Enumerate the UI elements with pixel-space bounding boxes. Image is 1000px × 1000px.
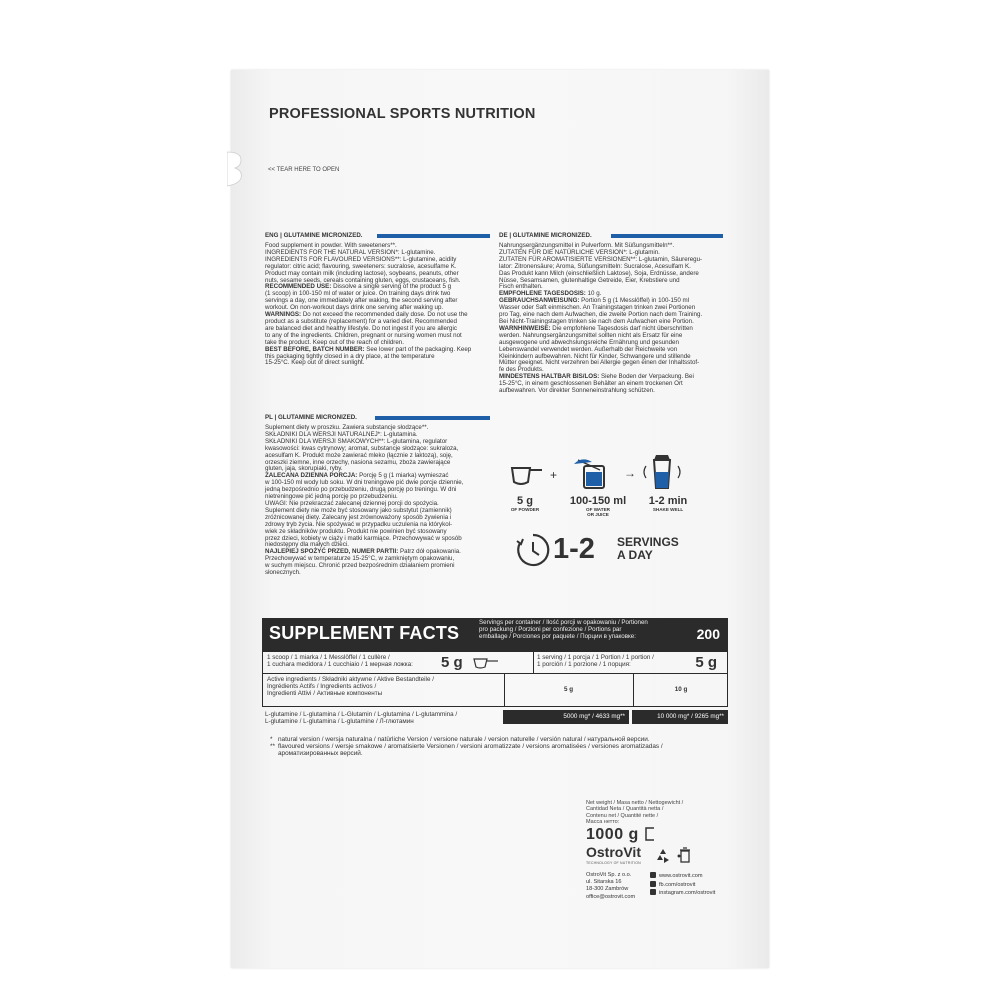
de-section <box>499 233 723 395</box>
net-line: Contenu net / Quantité nette / <box>586 812 659 819</box>
pl-line: gluten, jaja, skorupiaki, ryby. <box>265 465 343 473</box>
arrow-icon: → <box>624 466 636 480</box>
de-line: Wasser oder Saft einmischen. An Trainingstagen trinken zwei Portionen <box>499 304 696 312</box>
shake-caption: SHAKE WELL <box>652 507 684 512</box>
section-heading: MINDESTENS HALTBAR BIS/LOS: <box>499 373 600 381</box>
de-line: WARNHINWEISE: Die empfohlene Tagesdosis darf nicht überschritten <box>499 324 693 332</box>
de-line: Nahrungsergänzungsmittel in Pulverform. Mit Süßungsmitteln**. <box>499 242 675 249</box>
de-line: ausgewogene und abwechslungsreiche Ernährung und gesunden <box>499 338 679 346</box>
eng-line: Product may contain milk (including lactose), soybeans, peanuts, other <box>265 269 459 277</box>
section-heading: ZALECANA DZIENNA PORCJA: <box>265 472 358 480</box>
eng-section <box>265 233 490 367</box>
section-heading: WARNINGS: <box>265 311 302 319</box>
net-line: Cantidad Neta / Quantità netta / <box>586 806 664 813</box>
scoop-line: 1 scoop / 1 miarka / 1 Messlöffel / 1 cullère / <box>267 654 390 661</box>
pl-line: przez dzieci, kobiety w ciąży i matki karmiące. Przechowywać w sposób <box>265 534 462 542</box>
eng-line: to any of the ingredients. Children, pregnant or nursing women must not <box>265 331 462 339</box>
recycle-icon <box>655 848 671 864</box>
de-line: Mütter geeignet. Nicht verzehren bei Allergie gegen einen der Inhaltsstof- <box>499 359 700 367</box>
eng-line: 15-25°C. Keep out of direct sunlight. <box>265 359 365 367</box>
eng-line: WARNINGS: Do not exceed the recommended daily dose. Do not use the <box>265 311 468 319</box>
footnote-mark: ** <box>270 743 275 751</box>
pl-line: zróżnicowanej diety. Zalecany jest zrównoważony sposób żywienia i <box>265 513 452 521</box>
glass-icon <box>570 456 614 490</box>
usage-icons <box>500 450 720 530</box>
servings-per-container <box>479 619 669 640</box>
footnote-text: ароматизированных версий. <box>278 750 363 758</box>
section-heading: EMPFOHLENE TAGESDOSIS: <box>499 290 586 298</box>
powder-caption: OF POWDER <box>510 507 540 512</box>
de-line: MINDESTENS HALTBAR BIS/LOS: Siehe Boden der Verpackung. Bei <box>499 373 694 381</box>
footnote <box>270 750 663 757</box>
serving-line: 1 serving / 1 porcja / 1 Portion / 1 portion / <box>537 654 654 661</box>
scoop-line: 1 cuchara medidora / 1 cucchiaio / 1 мерная ложка: <box>267 661 413 668</box>
eng-line: INGREDIENTS FOR FLAVOURED VERSIONS**: L-glutamine, acidity <box>265 255 457 263</box>
pl-line: UWAGI: Nie przekraczać zalecanej dziennej porcji do spożycia. <box>265 499 439 507</box>
de-line: Lebenswandel verwendet werden. Außerhalb der Reichweite von <box>499 345 678 353</box>
shake-time: 1-2 min <box>648 495 688 507</box>
powder-amount: 5 g <box>517 495 533 507</box>
de-line: Das Produkt kann Milch (einschließlich Laktose), Soja, Erdnüsse, andere <box>499 269 699 277</box>
instagram-text: instagram.com/ostrovit <box>659 890 716 897</box>
water-amount: 100-150 ml <box>569 495 627 507</box>
de-line: ZUTATEN FÜR AROMATISIERTE VERSIONEN**: L-glutamin, Säureregu- <box>499 255 703 263</box>
pl-line: niedostępny dla małych dzieci. <box>265 541 349 549</box>
tear-notch-icon <box>227 150 249 190</box>
de-line: aufbewahren. Vor direkter Sonneneinstrahlung schützen. <box>499 387 655 395</box>
active-row <box>262 674 728 707</box>
pl-line: SKŁADNIKI DLA WERSJI SMAKOWYCH**: L-glutamina, regulator <box>265 437 448 445</box>
eng-line: INGREDIENTS FOR THE NATURAL VERSION*: L-glutamine. <box>265 248 436 256</box>
company-name: OstroVit Sp. z o.o. <box>586 872 632 878</box>
active-label <box>267 676 434 697</box>
de-line: EMPFOHLENE TAGESDOSIS: 10 g. <box>499 290 602 298</box>
facebook-link <box>650 881 715 890</box>
company-street: ul. Sitarska 16 <box>586 879 622 886</box>
pl-line: nietreningowe pić jedną porcję po przebudzeniu. <box>265 493 398 501</box>
active-line: Ingredienti Attivi / Активные компоненты <box>267 690 383 697</box>
brand-tagline: PROFESSIONAL SPORTS NUTRITION <box>269 106 536 122</box>
instagram-link <box>650 889 715 898</box>
eng-line: product as a substitute (replacement) for a varied diet. Recommended <box>265 317 457 325</box>
scoop-label <box>267 654 413 668</box>
pl-line: słonecznych. <box>265 569 301 577</box>
servings-line2: A DAY <box>617 548 653 562</box>
net-weight: 1000 g <box>586 826 639 843</box>
accent-bar <box>611 234 723 238</box>
de-line: pro Tag, eine nach dem Aufwachen, die zweite Portion nach dem Training. <box>499 311 703 319</box>
servings-a-day <box>515 530 715 574</box>
section-heading: WARNHINWEISE: <box>499 324 551 332</box>
section-heading: NAJLEPIEJ SPOŻYĆ PRZED, NUMER PARTII: <box>265 548 399 556</box>
footnote-text: flavoured versions / wersje smakowe / aromatisierte Versionen / versioni aromatizzate / versions aromatisées / versiones aromatizadas / <box>278 743 663 751</box>
pl-section <box>265 415 490 577</box>
facts-title: SUPPLEMENT FACTS <box>269 623 460 643</box>
scoop-row <box>262 652 728 674</box>
de-line: Bei Nicht-Trainingstagen trinken sie nach dem Aufwachen eine Portion. <box>499 317 694 325</box>
facebook-text: fb.com/ostrovit <box>659 881 696 888</box>
glutamine-per-day: 10 000 mg* / 9265 mg** <box>632 710 728 724</box>
footnotes <box>270 736 663 758</box>
de-line: 15-25°C, in einem geschlossenen Behälter an einem trockenen Ort <box>499 380 683 388</box>
water-caption: OF WATER <box>586 507 610 512</box>
shaker-icon <box>640 452 684 492</box>
eng-line: workout. On non-workout days drink one serving after waking up. <box>265 304 444 312</box>
de-line: Nüsse, Sesamsamen, glutenhaltige Getreide, Eier, Krebstiere und <box>499 276 680 284</box>
pl-line: wiek ze składników produktu. Produkt nie powinien być stosowany <box>265 527 447 535</box>
eng-line: BEST BEFORE, BATCH NUMBER: See lower part of the packaging. Keep <box>265 345 472 353</box>
pl-line: w suchym miejscu. Chronić przed bezpośrednim działaniem promieni <box>265 562 455 570</box>
glutamine-line: L-glutamine / L-glutamina / L-glutamine / Л-глютамин <box>265 718 414 725</box>
pl-line: orzeszki ziemne, inne orzechy, nasiona sezamu, zboża zawierające <box>265 458 451 466</box>
active-per-day: 10 g <box>674 686 688 693</box>
footnote-mark: * <box>270 736 273 743</box>
de-line: Fisch enthalten. <box>499 283 543 291</box>
servings-number: 1-2 <box>553 533 595 565</box>
scoop-icon <box>473 657 499 669</box>
eng-line: take the product. Keep out of the reach of children. <box>265 338 404 346</box>
social-links <box>650 872 715 898</box>
pl-line: acesulfam K. Produkt może zawierać mleko (łącznie z laktozą), soję, <box>265 451 453 459</box>
serving-value: 5 g <box>695 654 717 671</box>
eng-line: nuts, sesame seeds, cereals containing gluten, eggs, crustaceans, fish. <box>265 276 461 284</box>
eng-line: regulator: citric acid; flavouring, sweeteners: sucralose, acesulfame K. <box>265 262 457 270</box>
brand-logo: OstroVit <box>586 844 641 860</box>
pl-line: Suplement diety w proszku. Zawiera substancje słodzące**. <box>265 424 429 431</box>
glutamine-line: L-glutamine / L-glutamina / L-Glutamin / L-glutamina / L-glutammina / <box>265 711 458 718</box>
accent-bar <box>377 234 490 238</box>
de-line: fe des Produkts. <box>499 366 544 374</box>
instagram-icon <box>650 889 656 895</box>
plus-icon: + <box>550 468 558 482</box>
net-line: Net weight / Masa netto / Nettogewicht / <box>586 800 684 806</box>
eng-line: (1 scoop) in 100-150 ml of water or juice. On training days drink two <box>265 290 451 298</box>
de-line: lator: Zitronensäure; Aroma, Süßungsmitteln: Sucralose, Acesulfam K. <box>499 262 691 270</box>
pl-line: NAJLEPIEJ SPOŻYĆ PRZED, NUMER PARTII: Patrz dół opakowania. <box>265 548 461 556</box>
servings-line1: SERVINGS <box>617 535 679 549</box>
web-link <box>650 872 715 881</box>
eng-line: this packaging tightly closed in a dry place, at the temperature <box>265 352 435 360</box>
clock-icon <box>515 532 551 568</box>
divider <box>533 652 534 674</box>
pl-line: SKŁADNIKI DLA WERSJI NATURALNEJ*: L-glutamina. <box>265 430 418 438</box>
glutamine-label <box>265 711 457 725</box>
scoop-value: 5 g <box>441 654 463 671</box>
glutamine-per-serving: 5000 mg* / 4633 mg** <box>503 710 629 724</box>
company-city: 18-300 Zambrów <box>586 886 629 893</box>
active-per-serving: 5 g <box>563 686 574 693</box>
net-line: Масса нетто: <box>586 818 620 825</box>
eng-line: RECOMMENDED USE: Dissolve a single serving of the product 5 g <box>265 283 452 291</box>
de-line: GEBRAUCHSANWEISUNG: Portion 5 g (1 Messlöffel) in 100-150 ml <box>499 297 690 305</box>
section-heading: GEBRAUCHSANWEISUNG: <box>499 297 580 305</box>
juice-caption: OR JUICE <box>587 512 609 517</box>
pl-line: jedną bezpośrednio po przebudzeniu, drugą porcję po treningu. W dni <box>265 486 457 494</box>
active-line: Ingrédients Actifs / Ingredients activos / <box>267 683 377 690</box>
trash-bin-icon <box>677 846 693 864</box>
footnote <box>270 736 663 743</box>
eng-line: Food supplement in powder. With sweeteners**. <box>265 242 397 249</box>
serving-line: 1 porción / 1 porzione / 1 порция: <box>537 661 631 668</box>
footnote-text: natural version / wersja naturalna / natürliche Version / versione naturale / version naturelle / versión natural / натуральной версии. <box>278 736 650 743</box>
de-line: ZUTATEN FÜR DIE NATÜRLICHE VERSION*: L-glutamin. <box>499 248 660 256</box>
scoop-icon <box>510 462 544 488</box>
net-weight-label <box>586 800 736 825</box>
water-label <box>558 495 638 517</box>
pl-line: ZALECANA DZIENNA PORCJA: Porcję 5 g (1 miarka) wymieszać <box>265 472 449 480</box>
facts-header <box>262 618 728 652</box>
tear-here-label: << TEAR HERE TO OPEN <box>268 167 340 173</box>
servings-line: pro packung / Porzioni per confezione / Portions par <box>479 626 622 633</box>
de-body <box>499 243 723 395</box>
section-heading: RECOMMENDED USE: <box>265 283 332 291</box>
servings-line: Servings per container / Ilość porcji w opakowaniu / Portionen <box>479 619 648 626</box>
logo-tagline: TECHNOLOGY OF NUTRITION <box>586 861 641 865</box>
company-email: office@ostrovit.com <box>586 893 636 900</box>
eng-header: ENG | GLUTAMINE MICRONIZED. <box>265 232 363 239</box>
serving-label <box>537 654 654 668</box>
glutamine-row <box>262 710 728 728</box>
pl-line: kwasowości: kwas cytrynowy; aromat, substancje słodzące: sukraloza, <box>265 444 459 452</box>
servings-count: 200 <box>696 626 720 642</box>
de-header: DE | GLUTAMINE MICRONIZED. <box>499 232 592 239</box>
servings-line: emballage / Porciones por paquete / Порции в упаковке: <box>479 633 636 640</box>
servings-text <box>617 536 679 562</box>
shake-label <box>640 495 696 512</box>
eng-body <box>265 243 490 367</box>
pl-body <box>265 425 490 577</box>
eng-line: are balanced diet and healthy lifestyle. Do not ingest if you are allergic <box>265 324 457 332</box>
globe-icon <box>650 872 656 878</box>
facebook-icon <box>650 881 656 887</box>
pl-line: zdrowy tryb życia. Nie spożywać w przypadku uczulenia na którykol- <box>265 520 453 528</box>
active-line: Active ingredients / Składniki aktywne / Aktive Bestandteile / <box>267 676 434 683</box>
bracket-icon <box>640 826 656 842</box>
pl-header: PL | GLUTAMINE MICRONIZED. <box>265 414 357 421</box>
de-line: Kleinkindern aufbewahren. Nicht für Kinder, Schwangere und stillende <box>499 352 691 360</box>
de-line: werden. Nahrungsergänzungsmittel sollten nicht als Ersatz für eine <box>499 331 683 339</box>
section-heading: BEST BEFORE, BATCH NUMBER: <box>265 345 365 353</box>
web-text: www.ostrovit.com <box>659 873 703 879</box>
powder-label <box>500 495 550 512</box>
pl-line: Przechowywać w temperaturze 15-25°C, w zamkniętym opakowaniu, <box>265 555 455 563</box>
pl-line: w 100-150 ml wody lub soku. W dni treningowe pić dwie porcje dziennie, <box>265 479 464 487</box>
eng-line: servings a day, one immediately after waking, the second serving after <box>265 297 458 305</box>
accent-bar <box>375 416 490 420</box>
pl-line: Suplement diety nie może być stosowany jako substytut (zamiennik) <box>265 506 452 514</box>
company-address <box>586 872 635 901</box>
